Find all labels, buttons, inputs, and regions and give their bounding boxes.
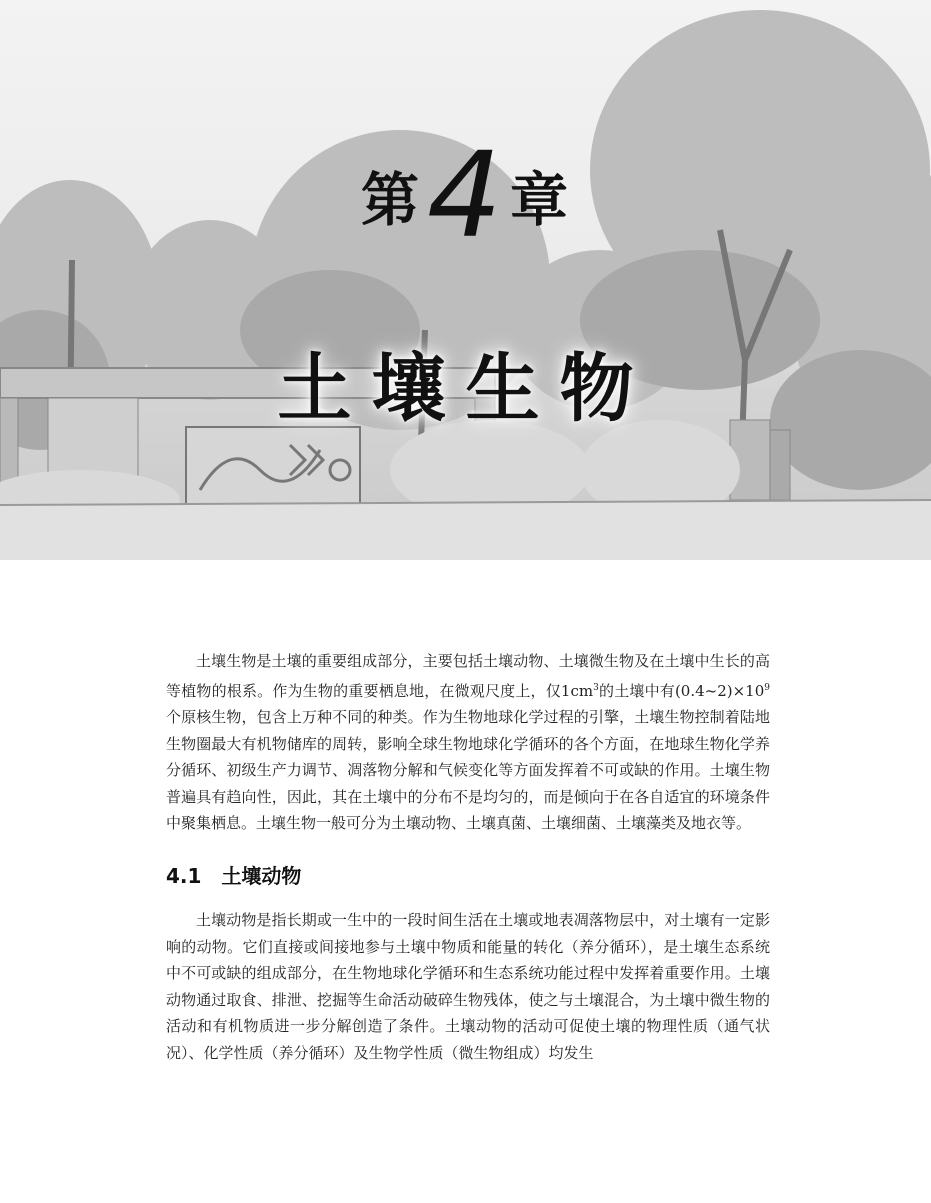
section-paragraph: 土壤动物是指长期或一生中的一段时间生活在土壤或地表凋落物层中，对土壤有一定影响的动物。它们直接或间接地参与土壤中物质和能量的转化（养分循环），是土壤生态系统中不可或缺的组成部分，在生物地球化学循环和生态系统功能过程中发挥着重要作用。土壤动物通过取食、排泄、挖掘等生命活动破碎生物残体，使之与土壤混合，为土壤中微生物的活动和有机物质进一步分解创造了条件。土壤动物的活动可促使土壤的物理性质（通气状况）、化学性质（养分循环）及生物学性质（微生物组成）均发生	[166, 911, 770, 1062]
intro-text-3: 个原核生物，包含上万种不同的种类。作为生物地球化学过程的引擎，土壤生物控制着陆地生物圈最大有机物储库的周转，影响全球生物地球化学循环的各个方面，在地球生物化学养分循环、初级生产力调节、凋落物分解和气候变化等方面发挥着不可或缺的作用。土壤生物普遍具有趋向性，因此，其在土壤中的分布不是均匀的，而是倾向于在各自适宜的环境条件中聚集栖息。土壤生物一般可分为土壤动物、土壤真菌、土壤细菌、土壤藻类及地衣等。	[166, 708, 770, 832]
cubic-superscript: 3	[593, 682, 599, 693]
chapter-title: 土壤生物	[277, 346, 654, 432]
section-heading	[166, 863, 770, 890]
intro-paragraph	[166, 648, 770, 837]
chapter-suffix: 章	[510, 166, 571, 234]
exponent-superscript: 9	[764, 682, 771, 693]
page-body	[166, 648, 770, 1066]
chapter-number: 4	[426, 126, 505, 264]
chapter-banner-photo	[0, 0, 931, 560]
chapter-heading	[0, 120, 931, 264]
intro-text-1: 土壤生物是土壤的重要组成部分，主要包括土壤动物、土壤微生物及在土壤中生长的高等植物的根系。作为生物的重要栖息地，在微观尺度上，仅1cm	[166, 652, 770, 700]
intro-text-2: 的土壤中有(0.4~2)×10	[598, 681, 765, 700]
section-number: 4.1	[166, 863, 202, 888]
section-title: 土壤动物	[221, 863, 302, 888]
park-scene-illustration	[0, 0, 931, 560]
chapter-prefix: 第	[360, 166, 421, 234]
